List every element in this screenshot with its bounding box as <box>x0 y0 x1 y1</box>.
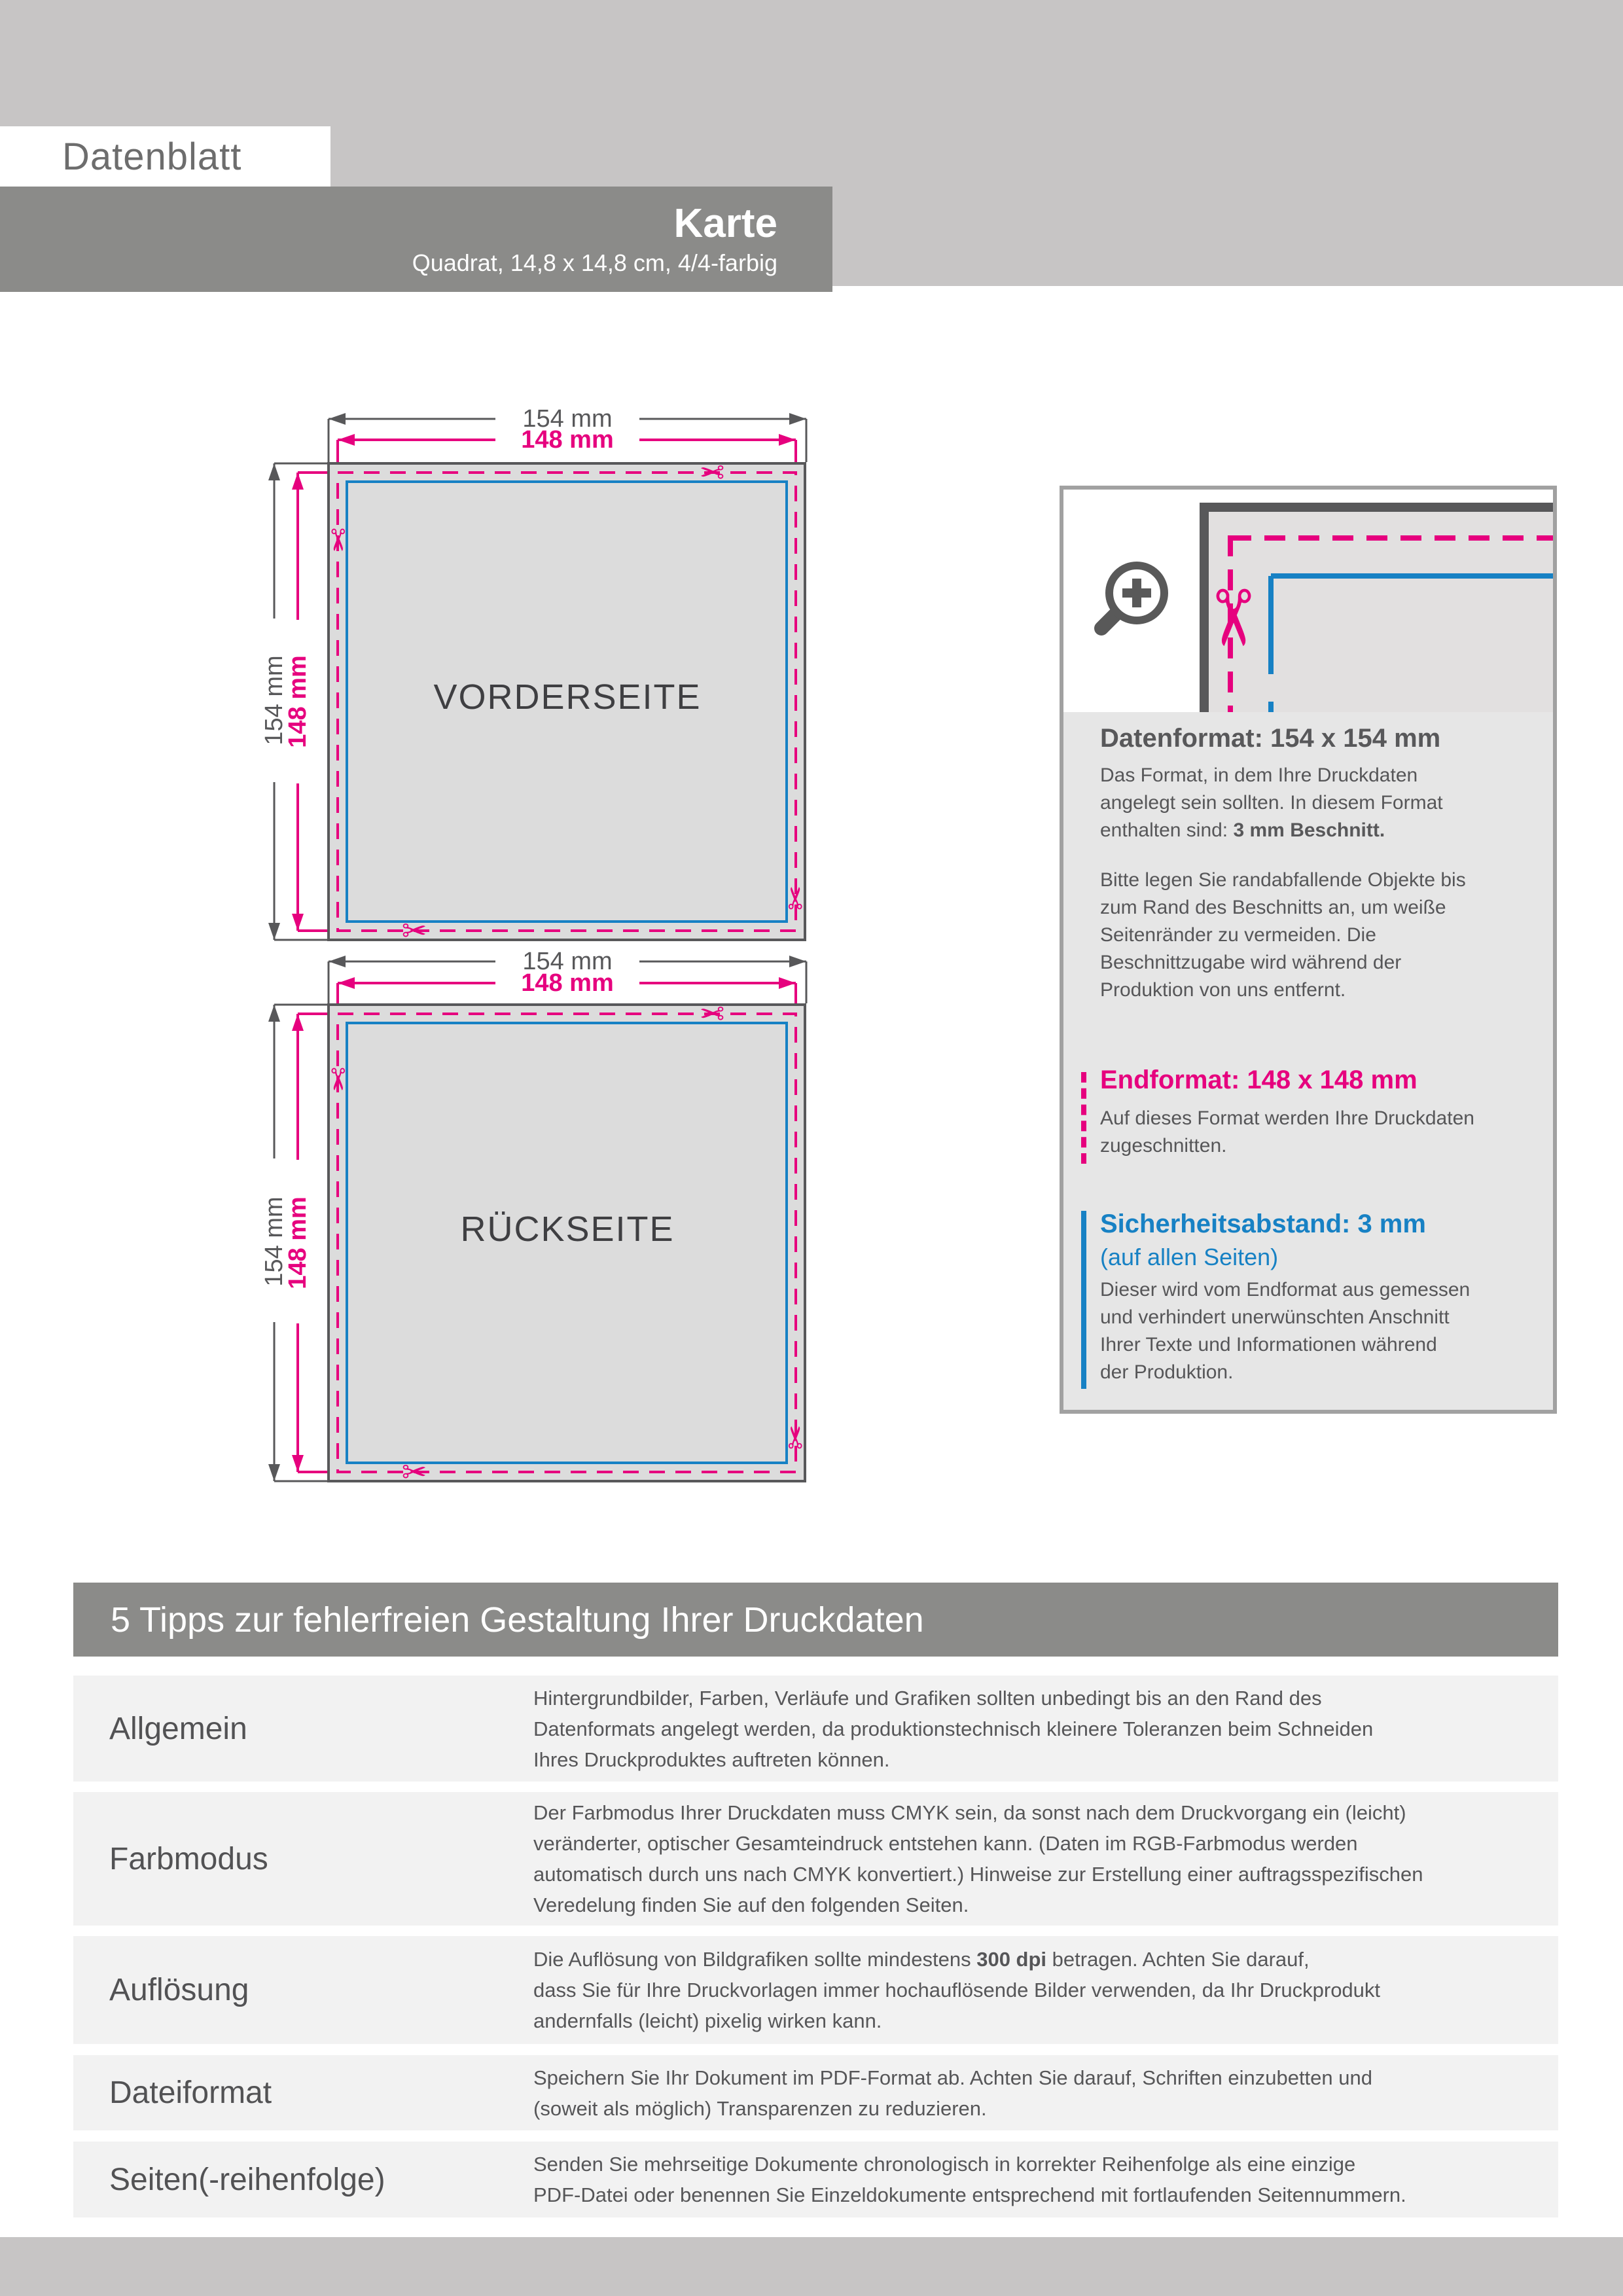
tip-label: Allgemein <box>109 1711 247 1746</box>
scissors-icon: ✂ <box>778 1424 813 1450</box>
tips-banner-title: 5 Tipps zur fehlerfreien Gestaltung Ihrer Druckdaten <box>111 1600 924 1640</box>
scissors-icon: ✂ <box>699 455 725 490</box>
svg-text:154 mm: 154 mm <box>522 948 613 975</box>
bleed-paragraph: Bitte legen Sie randabfallende Objekte bis zum Rand des Beschnitts an, um weiße Seitenränder zu vermeiden. Die Beschnittzugabe wird während der Produktion von uns entfernt. <box>1100 869 1466 1001</box>
back-side-label: RÜCKSEITE <box>460 1210 675 1249</box>
back-diagram <box>229 942 851 1490</box>
safety-heading: Sicherheitsabstand: 3 mm <box>1100 1210 1426 1238</box>
product-title: Karte <box>673 200 777 246</box>
tip-label: Auflösung <box>109 1973 249 2007</box>
svg-text:148 mm: 148 mm <box>521 426 614 454</box>
scissors-icon: ✂ <box>1187 585 1277 651</box>
endformat-legend-line <box>1081 1072 1086 1164</box>
front-diagram <box>229 399 851 949</box>
scissors-icon: ✂ <box>401 913 427 948</box>
scissors-icon: ✂ <box>401 1454 427 1490</box>
tip-text: Speichern Sie Ihr Dokument im PDF-Format ab. Achten Sie darauf, Schriften einzubetten und (soweit als möglich) Transparenzen zu reduzieren. <box>533 2066 1372 2120</box>
product-subtitle: Quadrat, 14,8 x 14,8 cm, 4/4-farbig <box>412 249 777 276</box>
tip-row-allgemein <box>73 1676 1558 1782</box>
scissors-icon: ✂ <box>320 527 355 553</box>
safety-subheading: (auf allen Seiten) <box>1100 1244 1279 1270</box>
scissors-icon: ✂ <box>320 1066 355 1092</box>
svg-text:154 mm: 154 mm <box>260 655 288 745</box>
tip-row-farbmodus <box>73 1792 1558 1926</box>
tip-label: Seiten(-reihenfolge) <box>109 2162 385 2197</box>
svg-text:148 mm: 148 mm <box>284 1196 312 1289</box>
infobox-text-area <box>1063 712 1553 1410</box>
tip-row-seitenreihenfolge <box>73 2142 1558 2217</box>
format-infobox <box>1060 486 1557 1414</box>
magnifier-icon <box>1101 565 1164 628</box>
svg-text:148 mm: 148 mm <box>521 969 614 997</box>
tip-text: Senden Sie mehrseitige Dokumente chronologisch in korrekter Reihenfolge als eine einzige PDF-Datei oder benennen Sie Einzeldokumente entsprechend mit fortlaufenden Seitennummern. <box>533 2153 1406 2206</box>
datenformat-heading: Datenformat: 154 x 154 mm <box>1100 724 1441 753</box>
footer-gray-band <box>0 2237 1623 2296</box>
tip-row-dateiformat <box>73 2055 1558 2130</box>
tip-label: Farbmodus <box>109 1841 268 1876</box>
tip-label: Dateiformat <box>109 2075 272 2110</box>
svg-text:154 mm: 154 mm <box>260 1196 288 1287</box>
front-side-label: VORDERSEITE <box>433 677 702 717</box>
tip-text: Hintergrundbilder, Farben, Verläufe und Grafiken sollten unbedingt bis an den Rand des Datenformats angelegt werden, da produktionstechnisch kleinere Toleranzen beim Schneiden Ihres Druckproduktes auftreten können. <box>533 1686 1374 1771</box>
svg-text:154 mm: 154 mm <box>522 405 613 433</box>
scissors-icon: ✂ <box>778 885 813 911</box>
sheet-label-box <box>0 126 330 187</box>
corner-illustration-svg <box>1063 490 1553 712</box>
tips-banner <box>73 1583 1558 1657</box>
corner-illustration <box>1063 490 1553 712</box>
svg-text:148 mm: 148 mm <box>284 655 312 748</box>
endformat-paragraph: Auf dieses Format werden Ihre Druckdaten zugeschnitten. <box>1100 1107 1474 1157</box>
scissors-icon: ✂ <box>699 996 725 1031</box>
product-title-band <box>0 187 832 292</box>
tip-text: Die Auflösung von Bildgrafiken sollte mindestens 300 dpi betragen. Achten Sie darauf, dass Sie für Ihre Druckvorlagen immer hochauflösende Bilder verwenden, da Ihr Druckprodukt andernfalls (leicht) pixelig wirken kann. <box>533 1948 1381 2032</box>
safety-paragraph: Dieser wird vom Endformat aus gemessen und verhindert unerwünschten Anschnitt Ihrer Texte und Informationen während der Produktion. <box>1100 1279 1471 1383</box>
tip-row-aufloesung <box>73 1936 1558 2044</box>
endformat-heading: Endformat: 148 x 148 mm <box>1100 1066 1418 1094</box>
datenformat-paragraph: Das Format, in dem Ihre Druckdaten angelegt sein sollten. In diesem Format enthalten sind: 3 mm Beschnitt. <box>1100 764 1443 841</box>
safety-legend-line <box>1081 1211 1086 1389</box>
tip-text: Der Farbmodus Ihrer Druckdaten muss CMYK sein, da sonst nach dem Druckvorgang ein (leicht) veränderter, optischer Gesamteindruck entstehen kann. (Daten im RGB-Farbmodus werden automatisch durch uns nach CMYK konvertiert.) Hinweise zur Erstellung einer auftragsspezifischen Veredelung finden Sie auf den folgenden Seiten. <box>533 1801 1423 1916</box>
sheet-label: Datenblatt <box>62 135 242 178</box>
